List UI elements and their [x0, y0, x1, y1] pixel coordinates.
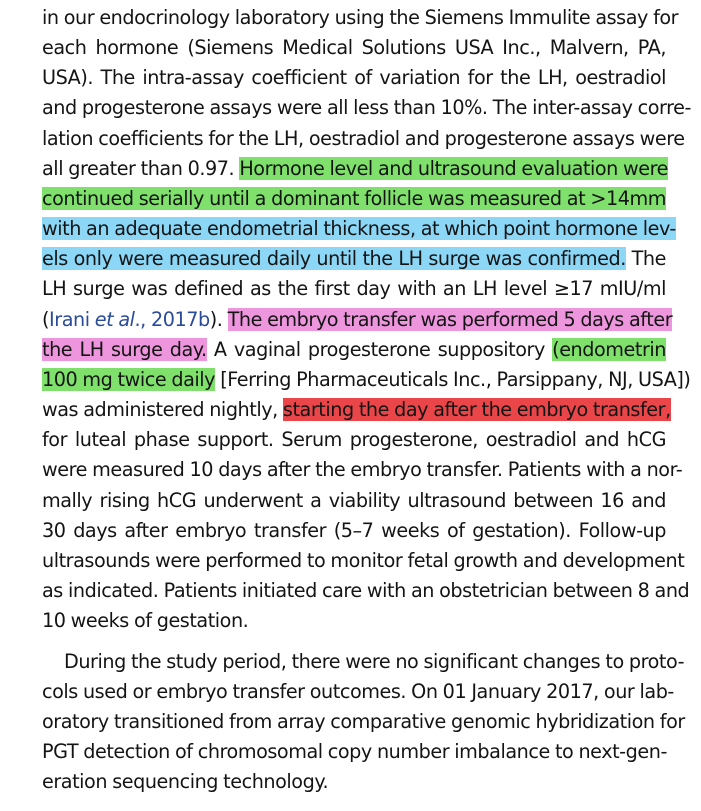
text-span: 30 days after embryo transfer (5–7 weeks of gestation). Follow-up — [42, 519, 666, 542]
text-line — [42, 335, 666, 365]
citation-link[interactable] — [49, 308, 210, 331]
text-line — [42, 184, 666, 214]
text-line — [42, 305, 673, 335]
text-line — [42, 576, 690, 606]
text-line — [42, 124, 685, 154]
text-line — [42, 3, 679, 33]
text-span: The — [625, 247, 666, 270]
text-line — [42, 486, 666, 516]
text-line — [42, 244, 666, 274]
citation-etal: et al — [94, 308, 135, 331]
text-span: LH surge was defined as the first day with an LH level ≥17 mIU/ml — [42, 277, 666, 300]
text-span: A vaginal progesterone suppository — [206, 338, 553, 361]
red-highlight: starting the day after the embryo transfer, — [282, 398, 671, 421]
text-span: and progesterone assays were all less than 10%. The inter-assay corre- — [42, 96, 691, 119]
text-span: were measured 10 days after the embryo transfer. Patients with a nor- — [42, 458, 683, 481]
text-span: was administered nightly, — [42, 398, 283, 421]
citation-author: Irani — [49, 308, 95, 331]
text-span: lation coefficients for the LH, oestradiol and progesterone assays were — [42, 127, 685, 150]
text-span: eration sequencing technology. — [42, 770, 329, 793]
text-line — [42, 516, 666, 546]
text-line — [42, 395, 671, 425]
citation-year: ., 2017b — [134, 308, 210, 331]
green-highlight: (endometrin — [552, 338, 666, 361]
text-line — [42, 455, 683, 485]
text-line — [42, 274, 666, 304]
text-line — [42, 93, 691, 123]
text-span: as indicated. Patients initiated care with an obstetrician between 8 and — [42, 579, 690, 602]
blue-highlight: with an adequate endometrial thickness, at which point hormone lev- — [42, 217, 676, 240]
text-span: in our endocrinology laboratory using the Siemens Immulite assay for — [42, 6, 679, 29]
text-line — [42, 63, 666, 93]
text-span: cols used or embryo transfer outcomes. On 01 January 2017, our lab- — [42, 680, 674, 703]
text-line — [42, 606, 666, 636]
text-span: all greater than 0.97. — [42, 157, 240, 180]
pink-highlight: The embryo transfer was performed 5 days after — [227, 308, 673, 331]
text-line — [42, 425, 666, 455]
text-span: for luteal phase support. Serum progesterone, oestradiol and hCG — [42, 428, 666, 451]
text-span: mally rising hCG underwent a viability ultrasound between 16 and — [42, 489, 666, 512]
text-line — [42, 767, 666, 797]
green-highlight: 100 mg twice daily — [42, 368, 216, 391]
text-line — [42, 33, 666, 63]
text-span: oratory transitioned from array comparative genomic hybridization for — [42, 710, 685, 733]
text-line — [42, 214, 676, 244]
text-span: [Ferring Pharmaceuticals Inc., Parsippany, NJ, USA]) — [215, 368, 691, 391]
pink-highlight: the LH surge day. — [42, 338, 207, 361]
text-line — [42, 707, 685, 737]
text-line — [42, 154, 666, 184]
text-span: During the study period, there were no significant changes to proto- — [64, 650, 685, 673]
green-highlight: continued serially until a dominant follicle was measured at >14mm — [42, 187, 666, 210]
text-span: ). — [209, 308, 228, 331]
text-span: ultrasounds were performed to monitor fetal growth and development — [42, 549, 685, 572]
blue-highlight: els only were measured daily until the LH surge was confirmed. — [42, 247, 626, 270]
text-span: each hormone (Siemens Medical Solutions USA Inc., Malvern, PA, — [42, 36, 666, 59]
text-span: PGT detection of chromosomal copy number imbalance to next-gen- — [42, 740, 667, 763]
text-line — [42, 737, 666, 767]
text-line — [64, 647, 685, 677]
text-line — [42, 546, 685, 576]
text-span: 10 weeks of gestation. — [42, 609, 249, 632]
text-span: ( — [42, 308, 50, 331]
green-highlight: Hormone level and ultrasound evaluation were — [239, 157, 668, 180]
text-line — [42, 677, 674, 707]
text-line — [42, 365, 691, 395]
text-span: USA). The intra-assay coefficient of variation for the LH, oestradiol — [42, 66, 666, 89]
